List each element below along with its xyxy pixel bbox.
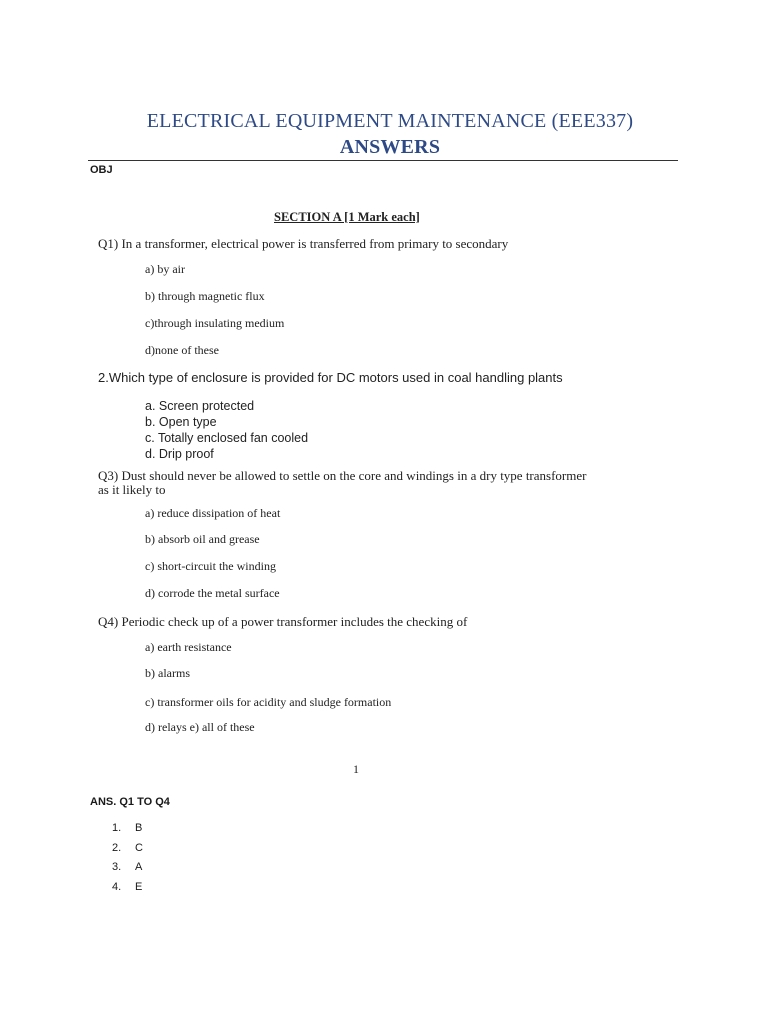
q1-option-c: c)through insulating medium: [145, 316, 285, 330]
question-3-line1: Q3) Dust should never be allowed to settle on the core and windings in a dry type transformer: [98, 468, 587, 483]
document-title: ELECTRICAL EQUIPMENT MAINTENANCE (EEE337): [146, 110, 634, 132]
answer-value: E: [135, 880, 143, 893]
q2-option-a: a. Screen protected: [145, 399, 255, 413]
q1-option-d: d)none of these: [145, 343, 219, 357]
scanned-question-sheet: [88, 198, 648, 788]
document-subtitle: ANSWERS: [339, 136, 441, 158]
q4-option-a: a) earth resistance: [145, 640, 232, 654]
answer-value: A: [135, 861, 143, 873]
question-4: Q4) Periodic check up of a power transformer includes the checking of: [98, 614, 468, 629]
obj-label: OBJ: [90, 164, 113, 176]
answer-number: 2.: [112, 841, 122, 854]
answer-number: 4.: [112, 880, 122, 893]
answer-value: B: [135, 822, 143, 834]
answer-value: C: [135, 841, 143, 854]
q3-option-d: d) corrode the metal surface: [145, 586, 280, 600]
q3-option-a: a) reduce dissipation of heat: [145, 506, 281, 520]
question-2: 2.Which type of enclosure is provided for DC motors used in coal handling plants: [98, 370, 563, 385]
q3-option-b: b) absorb oil and grease: [145, 532, 260, 546]
q1-option-b: b) through magnetic flux: [145, 289, 265, 303]
answer-number: 1.: [112, 822, 122, 834]
q4-option-b: b) alarms: [145, 666, 190, 680]
question-1: Q1) In a transformer, electrical power is transferred from primary to secondary: [98, 236, 509, 251]
q2-option-c: c. Totally enclosed fan cooled: [145, 431, 309, 445]
q3-option-c: c) short-circuit the winding: [145, 559, 276, 573]
question-3-line2: as it likely to: [98, 482, 166, 497]
q4-option-c: c) transformer oils for acidity and sludge formation: [145, 695, 392, 709]
answer-number: 3.: [112, 861, 122, 873]
answers-title: ANS. Q1 TO Q4: [90, 796, 170, 808]
q1-option-a: a) by air: [145, 262, 185, 276]
q2-option-d: d. Drip proof: [145, 447, 214, 461]
title-divider: [88, 160, 678, 161]
q2-option-b: b. Open type: [145, 415, 217, 429]
page-number: 1: [353, 762, 359, 776]
q4-option-d: d) relays e) all of these: [145, 720, 255, 734]
section-title: SECTION A [1 Mark each]: [274, 210, 420, 224]
